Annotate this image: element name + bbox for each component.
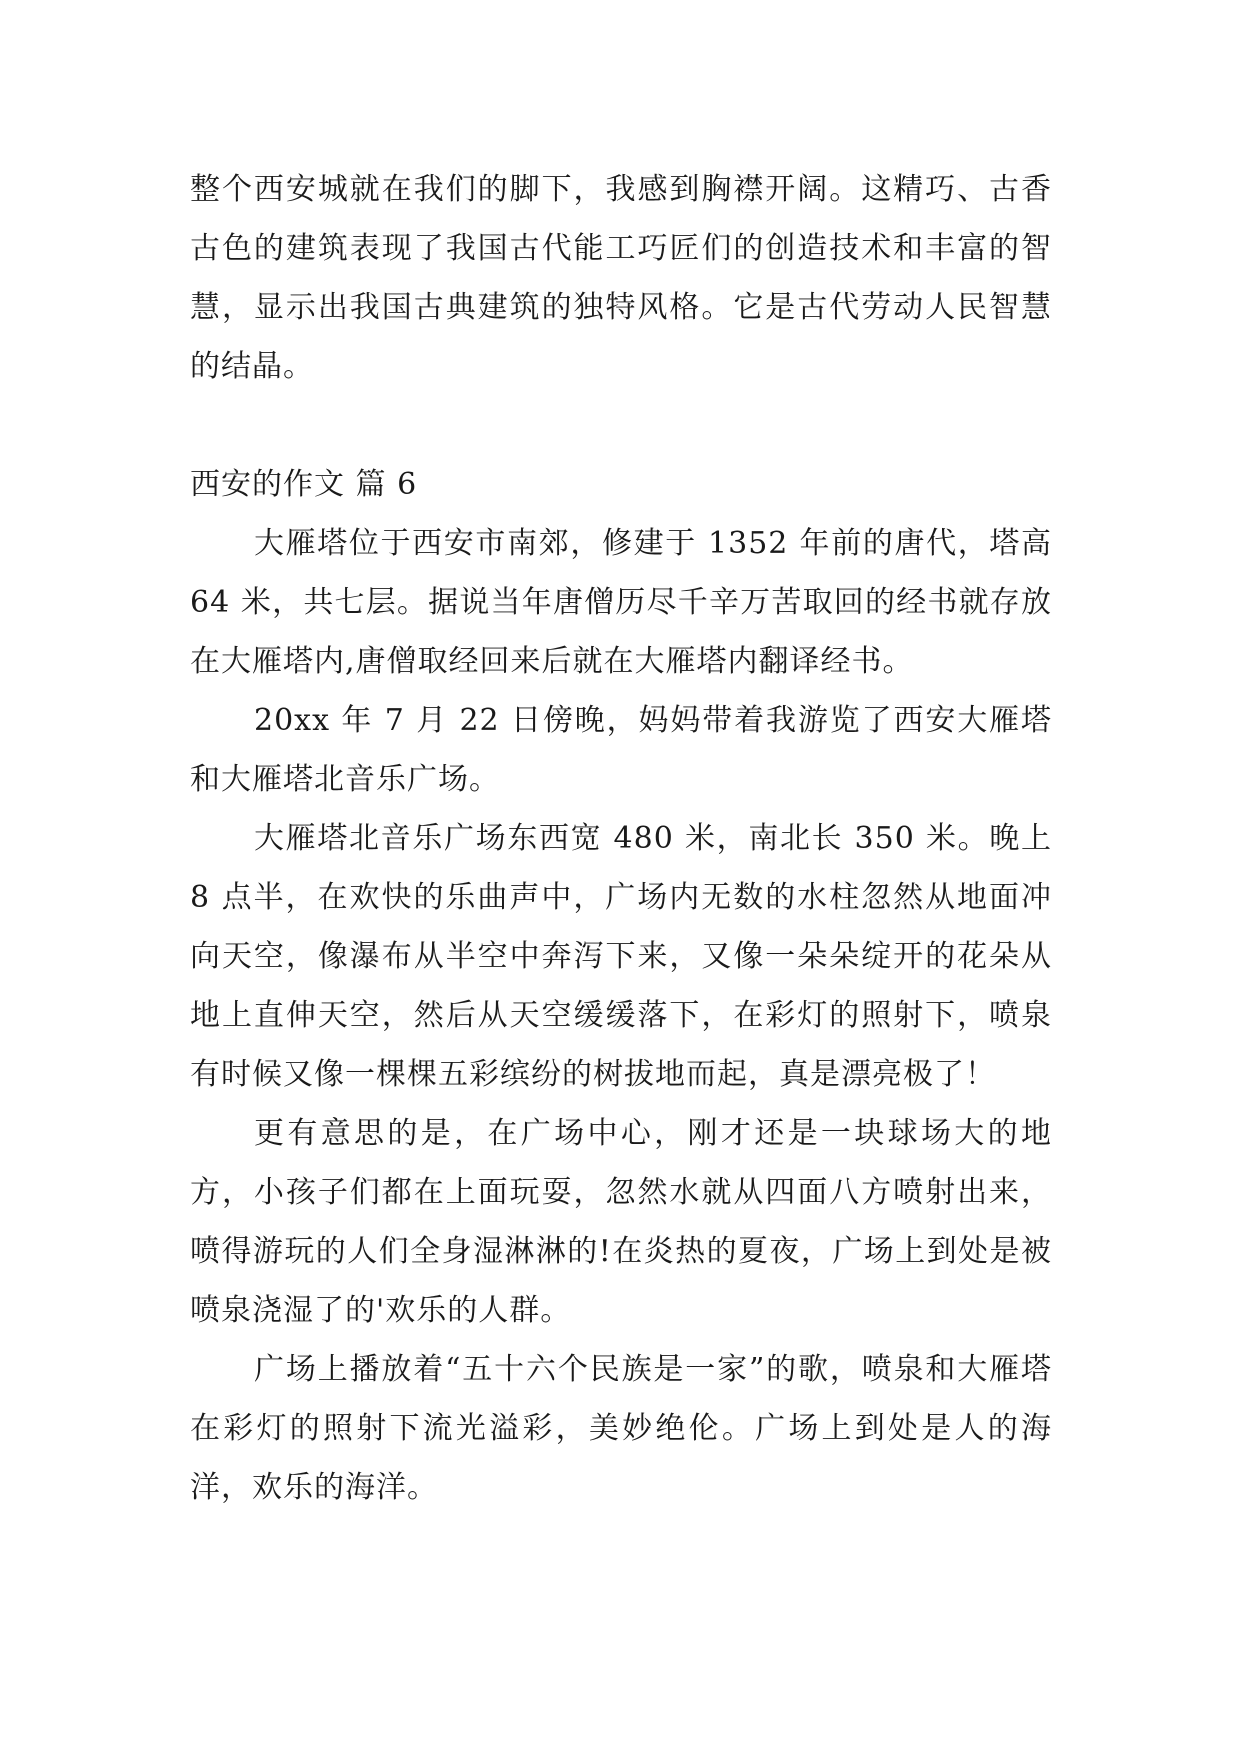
section-title: 西安的作文 篇 6 [190,467,418,502]
paragraph-5: 广场上播放着“五十六个民族是一家”的歌，喷泉和大雁塔在彩灯的照射下流光溢彩，美妙绝伦。广场上到处是人的海洋，欢乐的海洋。 [190,1352,1052,1505]
paragraph-2: 20xx 年 7 月 22 日傍晚，妈妈带着我游览了西安大雁塔和大雁塔北音乐广场。 [190,703,1052,797]
paragraph-1: 大雁塔位于西安市南郊，修建于 1352 年前的唐代，塔高 64 米，共七层。据说当年唐僧历尽千辛万苦取回的经书就存放在大雁塔内,唐僧取经回来后就在大雁塔内翻译经书。 [190,526,1052,679]
document-body [190,160,1052,1517]
paragraph-4: 更有意思的是，在广场中心，刚才还是一块球场大的地方，小孩子们都在上面玩耍，忽然水就从四面八方喷射出来，喷得游玩的人们全身湿淋淋的!在炎热的夏夜，广场上到处是被喷泉浇湿了的'欢乐的人群。 [190,1116,1052,1328]
paragraph-3: 大雁塔北音乐广场东西宽 480 米，南北长 350 米。晚上 8 点半，在欢快的乐曲声中，广场内无数的水柱忽然从地面冲向天空，像瀑布从半空中奔泻下来，又像一朵朵绽开的花朵从地上直伸天空，然后从天空缓缓落下，在彩灯的照射下，喷泉有时候又像一棵棵五彩缤纷的树拔地而起，真是漂亮极了！ [190,821,1052,1092]
intro-paragraph: 整个西安城就在我们的脚下，我感到胸襟开阔。这精巧、古香古色的建筑表现了我国古代能工巧匠们的创造技术和丰富的智慧，显示出我国古典建筑的独特风格。它是古代劳动人民智慧的结晶。 [190,172,1052,384]
